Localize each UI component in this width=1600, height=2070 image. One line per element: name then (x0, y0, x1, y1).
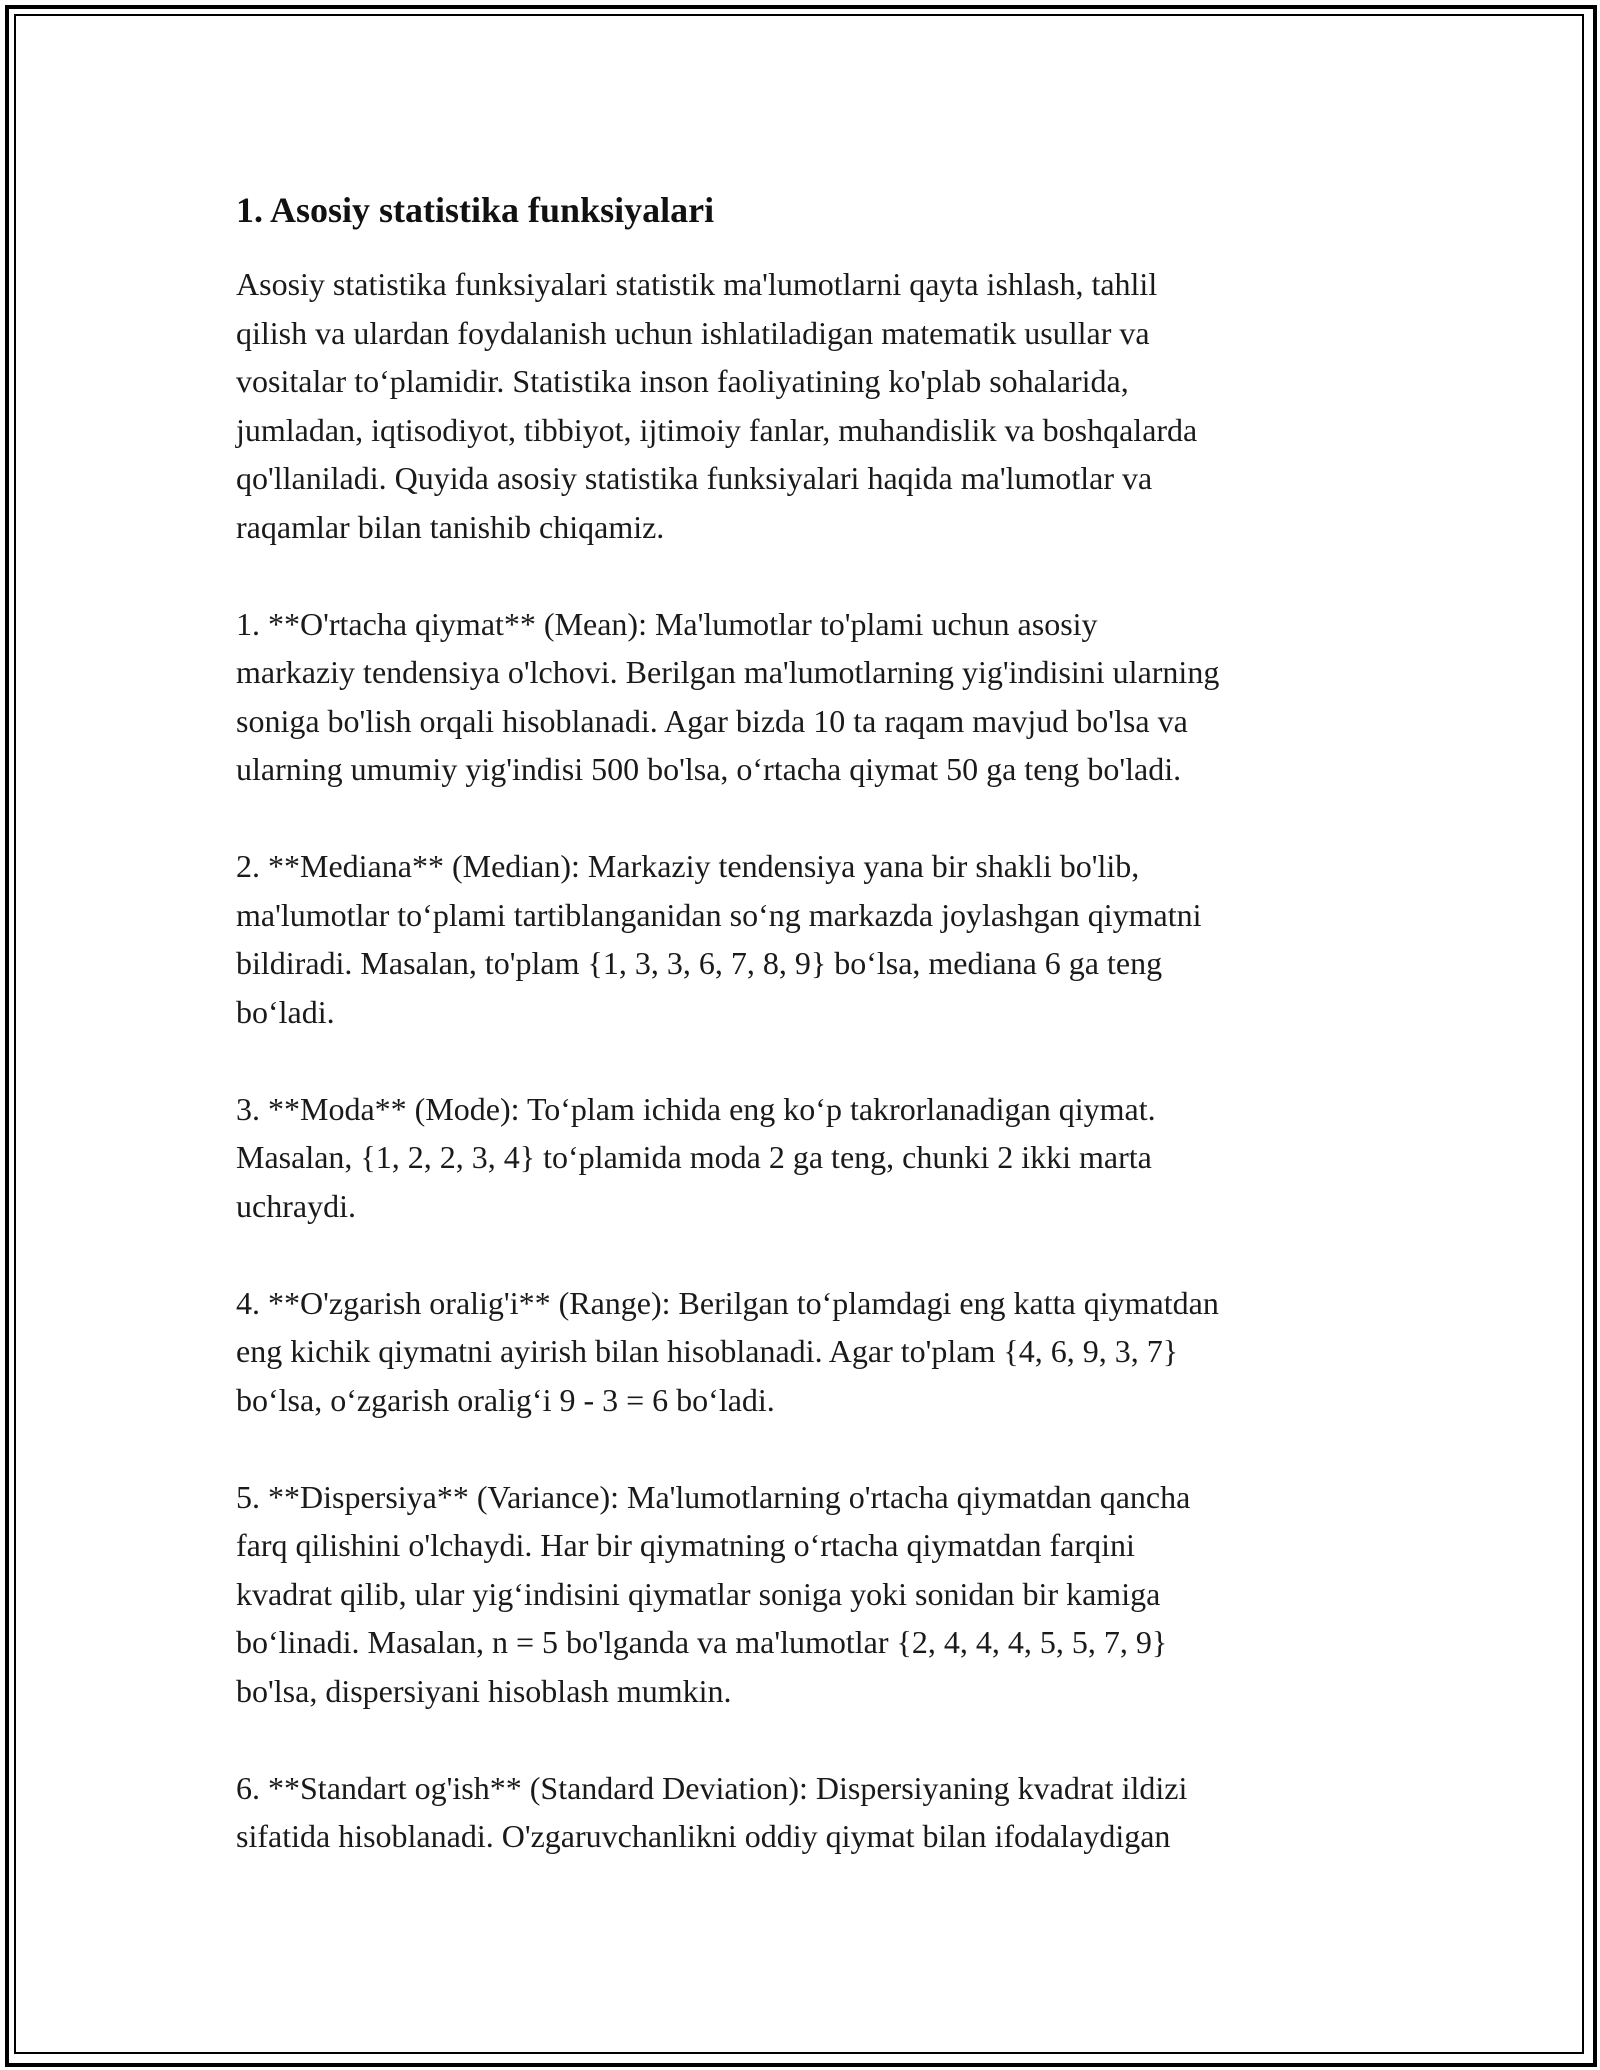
paragraph-line: ularning umumiy yig'indisi 500 bo'lsa, o‘rtacha qiymat 50 ga teng bo'ladi. (236, 751, 1182, 787)
document-body (236, 186, 1376, 1909)
paragraph-line: 2. **Mediana** (Median): Markaziy tendensiya yana bir shakli bo'lib, (236, 848, 1140, 884)
paragraph-line: farq qilishini o'lchaydi. Har bir qiymatning o‘rtacha qiymatdan farqini (236, 1527, 1135, 1563)
paragraph-line: 5. **Dispersiya** (Variance): Ma'lumotlarning o'rtacha qiymatdan qancha (236, 1478, 1191, 1515)
paragraph-line: 6. **Standart og'ish** (Standard Deviation): Dispersiyaning kvadrat ildizi (236, 1769, 1188, 1806)
paragraph-line: 3. **Moda** (Mode): To‘plam ichida eng ko‘p takrorlanadigan qiymat. (236, 1090, 1156, 1127)
std-deviation-paragraph (236, 1764, 1376, 1861)
paragraph-line: sifatida hisoblanadi. O'zgaruvchanlikni oddiy qiymat bilan ifodalaydigan (236, 1818, 1171, 1854)
paragraph-line: bo‘lsa, o‘zgarish oralig‘i 9 - 3 = 6 bo‘ladi. (236, 1381, 775, 1418)
paragraph-line: bo‘ladi. (236, 993, 335, 1030)
paragraph-line: bo‘linadi. Masalan, n = 5 bo'lganda va ma'lumotlar {2, 4, 4, 4, 5, 5, 7, 9} (236, 1624, 1168, 1660)
paragraph-line: Masalan, {1, 2, 2, 3, 4} to‘plamida moda 2 ga teng, chunki 2 ikki marta (236, 1139, 1152, 1175)
paragraph-line: bo'lsa, dispersiyani hisoblash mumkin. (236, 1672, 732, 1709)
paragraph-line: Asosiy statistika funksiyalari statistik ma'lumotlarni qayta ishlash, tahlil (236, 266, 1158, 302)
range-paragraph (236, 1279, 1376, 1425)
paragraph-line: uchraydi. (236, 1187, 356, 1224)
mean-paragraph (236, 600, 1376, 794)
paragraph-line: bildiradi. Masalan, to'plam {1, 3, 3, 6, 7, 8, 9} bo‘lsa, mediana 6 ga teng (236, 945, 1163, 981)
paragraph-line: eng kichik qiymatni ayirish bilan hisoblanadi. Agar to'plam {4, 6, 9, 3, 7} (236, 1333, 1179, 1369)
paragraph-line: jumladan, iqtisodiyot, tibbiyot, ijtimoiy fanlar, muhandislik va boshqalarda (236, 411, 1198, 448)
median-paragraph (236, 842, 1376, 1036)
intro-paragraph (236, 260, 1376, 551)
paragraph-line: vositalar to‘plamidir. Statistika inson faoliyatining ko'plab sohalarida, (236, 363, 1129, 399)
paragraph-line: qilish va ulardan foydalanish uchun ishlatiladigan matematik usullar va (236, 314, 1150, 351)
paragraph-line: soniga bo'lish orqali hisoblanadi. Agar bizda 10 ta raqam mavjud bo'lsa va (236, 702, 1188, 739)
mode-paragraph (236, 1085, 1376, 1231)
paragraph-line: ma'lumotlar to‘plami tartiblanganidan so‘ng markazda joylashgan qiymatni (236, 896, 1202, 933)
variance-paragraph (236, 1473, 1376, 1716)
section-heading: 1. Asosiy statistika funksiyalari (236, 190, 715, 230)
paragraph-line: markaziy tendensiya o'lchovi. Berilgan ma'lumotlarning yig'indisini ularning (236, 654, 1220, 690)
paragraph-line: qo'llaniladi. Quyida asosiy statistika funksiyalari haqida ma'lumotlar va (236, 460, 1153, 496)
paragraph-line: kvadrat qilib, ular yig‘indisini qiymatlar soniga yoki sonidan bir kamiga (236, 1575, 1161, 1612)
paragraph-line: raqamlar bilan tanishib chiqamiz. (236, 508, 665, 545)
paragraph-line: 1. **O'rtacha qiymat** (Mean): Ma'lumotlar to'plami uchun asosiy (236, 605, 1098, 642)
paragraph-line: 4. **O'zgarish oralig'i** (Range): Berilgan to‘plamdagi eng katta qiymatdan (236, 1284, 1219, 1321)
